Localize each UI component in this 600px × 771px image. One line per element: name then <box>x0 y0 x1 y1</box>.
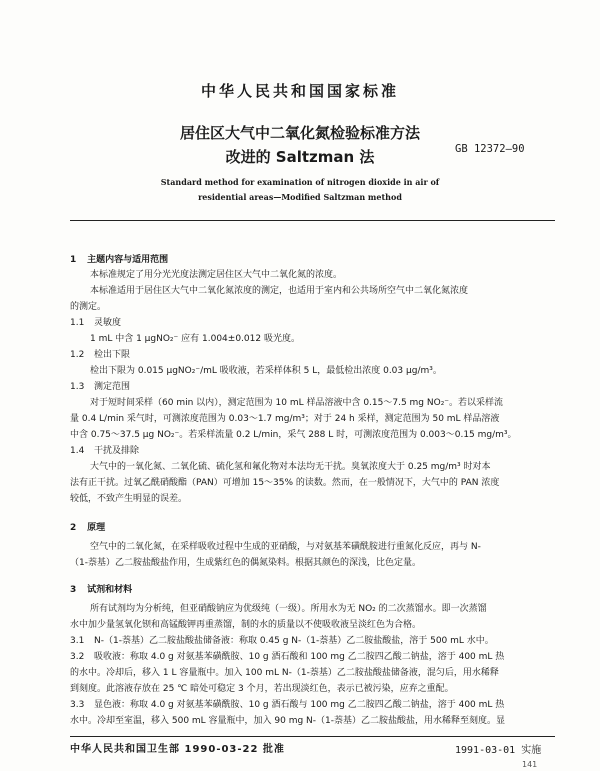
standard-number: GB 12372—90 <box>455 143 525 155</box>
paragraph-continuation: 量 0.4 L/min 采气时，可测浓度范围为 0.03～1.7 mg/m³；对于 24 h 采样，测定范围为 50 mL 样品溶液 <box>70 414 500 424</box>
subsection-1-1-heading <box>70 316 121 331</box>
effective-date: 1991-03-01 实施 <box>455 745 542 756</box>
subsection-3-2 <box>70 650 504 665</box>
paragraph-continuation: （1-萘基）乙二胺盐酸盐作用，生成紫红色的偶氮染料。根据其颜色的深浅，比色定量。 <box>70 558 421 568</box>
subsection-number: 1.2 <box>70 350 85 360</box>
section-3-heading <box>70 582 132 595</box>
paragraph-continuation: 的水中。冷却后，移入 1 L 容量瓶中。加入 100 mL N-（1-萘基）乙二胺盐酸盐储备液，混匀后，用水稀释 <box>70 668 499 678</box>
paragraph-continuation: 的测定。 <box>70 302 107 312</box>
subsection-text: N-（1-萘基）乙二胺盐酸盐储备液：称取 0.45 g N-（1-萘基）乙二胺盐酸盐，溶于 500 mL 水中。 <box>94 636 494 646</box>
header-divider <box>70 220 555 221</box>
section-number: 2 <box>70 523 77 533</box>
subsection-1-2-heading <box>70 348 130 363</box>
section-number: 1 <box>70 255 77 265</box>
english-title-line-2: residential areas—Modified Saltzman method <box>198 192 402 202</box>
subsection-text: 显色液：称取 4.0 g 对氨基苯磺酰胺、10 g 酒石酸与 100 mg 乙二胺四乙酸二钠盐，溶于 400 mL 热 <box>94 700 505 710</box>
english-title-line-1: Standard method for examination of nitrogen dioxide in air of <box>160 177 440 187</box>
section-1-heading <box>70 252 168 265</box>
paragraph: 检出下限为 0.015 μgNO₂⁻/mL 吸收液，若采样体积 5 L，最低检出浓度 0.03 μg/m³。 <box>90 366 442 376</box>
standard-org-header: 中华人民共和国国家标准 <box>200 82 399 100</box>
paragraph-continuation: 法有正干扰。过氧乙酰硝酸酯（PAN）可增加 15～35% 的读数。然而，在一般情况下，大气中的 PAN 浓度 <box>70 478 500 488</box>
subsection-number: 3.3 <box>70 700 85 710</box>
paragraph-continuation: 中含 0.75～37.5 μg NO₂⁻。若采样流量 0.2 L/min，采气 288 L 时，可测浓度范围为 0.003～0.15 mg/m³。 <box>70 430 517 440</box>
paragraph-continuation: 水中。冷却至室温，移入 500 mL 容量瓶中，加入 90 mg N-（1-萘基）乙二胺盐酸盐，用水稀释至刻度。显 <box>70 716 506 726</box>
paragraph: 本标准规定了用分光光度法测定居住区大气中二氧化氮的浓度。 <box>90 270 343 280</box>
paragraph: 本标准适用于居住区大气中二氧化氮浓度的测定，也适用于室内和公共场所空气中二氧化氮浓度 <box>90 286 469 296</box>
standard-title: 居住区大气中二氧化氮检验标准方法 <box>179 124 420 142</box>
paragraph-continuation: 较低，不致产生明显的误差。 <box>70 494 188 504</box>
subsection-3-3 <box>70 698 504 713</box>
subsection-number: 1.4 <box>70 446 85 456</box>
paragraph: 空气中的二氧化氮，在采样吸收过程中生成的亚硝酸，与对氨基苯磺酰胺进行重氮化反应，再与 N- <box>90 542 481 552</box>
subsection-1-4-heading <box>70 444 139 459</box>
paragraph: 1 mL 中含 1 μgNO₂⁻ 应有 1.004±0.012 吸光度。 <box>90 334 300 344</box>
subsection-number: 1.1 <box>70 318 85 328</box>
subsection-title: 测定范围 <box>94 382 131 392</box>
subsection-3-1 <box>70 634 494 649</box>
section-title: 原理 <box>87 523 106 533</box>
section-number: 3 <box>70 585 77 595</box>
footer-divider <box>70 736 555 737</box>
paragraph-continuation: 水中加少量氢氧化钡和高锰酸钾再重蒸馏，制的水的质量以不使吸收液呈淡红色为合格。 <box>70 620 422 630</box>
section-title: 主题内容与适用范围 <box>87 255 169 265</box>
paragraph: 对于短时间采样（60 min 以内），测定范围为 10 mL 样品溶液中含 0.15～7.5 mg NO₂⁻。若以采样流 <box>90 398 504 408</box>
subsection-text: 吸收液：称取 4.0 g 对氨基苯磺酰胺、10 g 酒石酸和 100 mg 乙二胺四乙酸二钠盐，溶于 400 mL 热 <box>94 652 505 662</box>
page-number: 141 <box>522 760 538 769</box>
subsection-title: 灵敏度 <box>94 318 122 328</box>
subsection-number: 3.2 <box>70 652 85 662</box>
approval-date: 中华人民共和国卫生部 1990-03-22 批准 <box>70 744 285 755</box>
section-2-heading <box>70 520 105 533</box>
subsection-title: 干扰及排除 <box>94 446 140 456</box>
subsection-number: 3.1 <box>70 636 85 646</box>
standard-subtitle: 改进的 Saltzman 法 <box>225 148 375 166</box>
subsection-title: 检出下限 <box>94 350 131 360</box>
subsection-number: 1.3 <box>70 382 85 392</box>
subsection-1-3-heading <box>70 380 130 395</box>
paragraph: 大气中的一氧化氮、二氧化硫、硫化氢和氟化物对本法均无干扰。臭氧浓度大于 0.25 mg/m³ 时对本 <box>90 462 491 472</box>
section-title: 试剂和材料 <box>87 585 133 595</box>
paragraph-continuation: 到刻度。此溶液存放在 25 ℃ 暗处可稳定 3 个月，若出现淡红色，表示已被污染，应弃之重配。 <box>70 684 454 694</box>
paragraph: 所有试剂均为分析纯，但亚硝酸钠应为优级纯（一级）。所用水为无 NO₂ 的二次蒸馏水。即一次蒸馏 <box>90 604 487 614</box>
